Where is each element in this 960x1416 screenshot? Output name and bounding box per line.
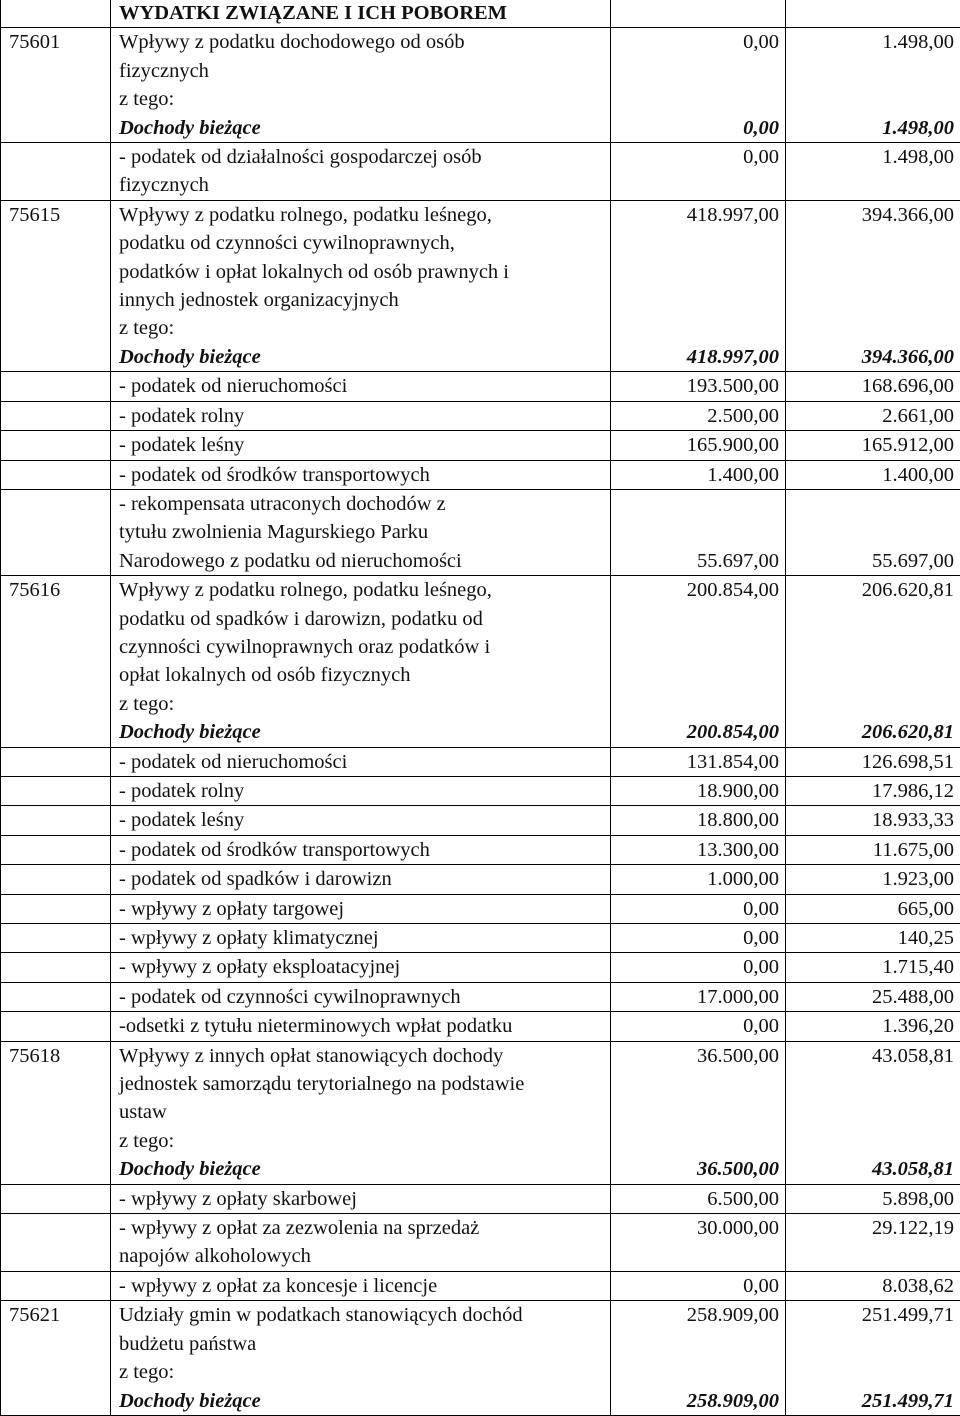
item-exec-value: 165.912,00 xyxy=(794,431,954,459)
item-description xyxy=(111,1012,611,1041)
item-label-line: - wpływy z opłaty skarbowej xyxy=(119,1185,604,1213)
item-row xyxy=(1,806,960,835)
item-plan-value: 0,00 xyxy=(619,143,779,171)
section-title-line: Wpływy z innych opłat stanowiących dochody xyxy=(119,1042,604,1070)
item-description xyxy=(111,489,611,575)
item-plan-value: 0,00 xyxy=(619,953,779,981)
item-plan-value: 0,00 xyxy=(619,1272,779,1300)
z-tego-label: z tego: xyxy=(119,1127,604,1155)
item-code-cell xyxy=(1,894,111,923)
item-code-cell xyxy=(1,489,111,575)
item-row xyxy=(1,953,960,982)
exec-value: 394.366,00 xyxy=(794,201,954,229)
section-row xyxy=(1,200,960,371)
plan-cell xyxy=(611,576,786,747)
plan-cell xyxy=(611,200,786,371)
spacer xyxy=(619,633,779,661)
section-code: 75618 xyxy=(1,1041,111,1184)
current-plan-value: 200.854,00 xyxy=(619,718,779,746)
item-code-cell xyxy=(1,865,111,894)
section-title-line: jednostek samorządu terytorialnego na podstawie xyxy=(119,1070,604,1098)
item-exec-cell xyxy=(786,806,960,835)
item-label-line: - podatek od nieruchomości xyxy=(119,372,604,400)
current-exec-value: 394.366,00 xyxy=(794,343,954,371)
item-row xyxy=(1,372,960,401)
spacer xyxy=(619,258,779,286)
item-exec-cell xyxy=(786,776,960,805)
header-code-cell xyxy=(1,0,111,28)
spacer xyxy=(619,286,779,314)
z-tego-label: z tego: xyxy=(119,690,604,718)
plan-value: 36.500,00 xyxy=(619,1042,779,1070)
item-plan-value: 0,00 xyxy=(619,924,779,952)
z-tego-label: z tego: xyxy=(119,314,604,342)
section-description xyxy=(111,200,611,371)
item-code-cell xyxy=(1,835,111,864)
item-exec-value: 140,25 xyxy=(794,924,954,952)
item-label-line: - podatek od nieruchomości xyxy=(119,748,604,776)
spacer xyxy=(794,314,954,342)
item-label-line: - podatek leśny xyxy=(119,431,604,459)
item-code-cell xyxy=(1,924,111,953)
section-title-line: podatku od czynności cywilnoprawnych, xyxy=(119,229,604,257)
item-plan-value: 2.500,00 xyxy=(619,402,779,430)
item-row xyxy=(1,835,960,864)
item-exec-cell xyxy=(786,1184,960,1213)
section-code: 75615 xyxy=(1,200,111,371)
item-exec-value: 25.488,00 xyxy=(794,983,954,1011)
spacer xyxy=(794,1127,954,1155)
current-exec-value: 251.499,71 xyxy=(794,1387,954,1415)
section-title-line: fizycznych xyxy=(119,57,604,85)
item-exec-cell xyxy=(786,1214,960,1272)
item-description xyxy=(111,143,611,201)
plan-value: 258.909,00 xyxy=(619,1301,779,1329)
spacer xyxy=(619,690,779,718)
spacer xyxy=(794,258,954,286)
exec-value: 43.058,81 xyxy=(794,1042,954,1070)
spacer xyxy=(619,85,779,113)
header-row xyxy=(1,0,960,28)
item-plan-cell xyxy=(611,924,786,953)
section-description xyxy=(111,1301,611,1416)
item-plan-value: 55.697,00 xyxy=(619,547,779,575)
item-description xyxy=(111,982,611,1011)
section-title-line: podatków i opłat lokalnych od osób prawnych i xyxy=(119,258,604,286)
exec-value: 251.499,71 xyxy=(794,1301,954,1329)
item-row xyxy=(1,460,960,489)
item-exec-cell xyxy=(786,1012,960,1041)
item-plan-cell xyxy=(611,865,786,894)
section-title-line: Wpływy z podatku rolnego, podatku leśnego, xyxy=(119,576,604,604)
item-plan-cell xyxy=(611,747,786,776)
item-label-line: - wpływy z opłat za koncesje i licencje xyxy=(119,1272,604,1300)
item-exec-value: 17.986,12 xyxy=(794,777,954,805)
item-plan-value: 6.500,00 xyxy=(619,1185,779,1213)
item-plan-value: 30.000,00 xyxy=(619,1214,779,1242)
item-plan-value: 131.854,00 xyxy=(619,748,779,776)
item-exec-cell xyxy=(786,1271,960,1300)
item-code-cell xyxy=(1,747,111,776)
item-label-line: - wpływy z opłat za zezwolenia na sprzedaż xyxy=(119,1214,604,1242)
spacer xyxy=(794,633,954,661)
item-exec-cell xyxy=(786,982,960,1011)
section-title-line: innych jednostek organizacyjnych xyxy=(119,286,604,314)
item-plan-value: 1.000,00 xyxy=(619,865,779,893)
item-code-cell xyxy=(1,1184,111,1213)
plan-value: 200.854,00 xyxy=(619,576,779,604)
item-row xyxy=(1,1271,960,1300)
spacer xyxy=(619,314,779,342)
section-title-line: czynności cywilnoprawnych oraz podatków i xyxy=(119,633,604,661)
spacer xyxy=(794,490,954,518)
item-exec-cell xyxy=(786,835,960,864)
section-title-line: podatku od spadków i darowizn, podatku od xyxy=(119,605,604,633)
spacer xyxy=(794,1358,954,1386)
spacer xyxy=(619,605,779,633)
item-label-line: - podatek od czynności cywilnoprawnych xyxy=(119,983,604,1011)
section-code: 75621 xyxy=(1,1301,111,1416)
item-plan-value: 165.900,00 xyxy=(619,431,779,459)
z-tego-label: z tego: xyxy=(119,85,604,113)
item-exec-cell xyxy=(786,143,960,201)
item-description xyxy=(111,953,611,982)
item-code-cell xyxy=(1,806,111,835)
item-plan-cell xyxy=(611,894,786,923)
item-exec-value: 1.400,00 xyxy=(794,461,954,489)
item-code-cell xyxy=(1,431,111,460)
spacer xyxy=(794,1330,954,1358)
item-label-line: - podatek od środków transportowych xyxy=(119,461,604,489)
item-plan-value: 0,00 xyxy=(619,895,779,923)
item-plan-value: 13.300,00 xyxy=(619,836,779,864)
item-description xyxy=(111,776,611,805)
spacer xyxy=(794,1070,954,1098)
section-description xyxy=(111,28,611,143)
section-description xyxy=(111,1041,611,1184)
spacer xyxy=(794,690,954,718)
item-code-cell xyxy=(1,401,111,430)
item-label-line: - wpływy z opłaty targowej xyxy=(119,895,604,923)
spacer xyxy=(619,1358,779,1386)
item-code-cell xyxy=(1,1271,111,1300)
item-plan-cell xyxy=(611,1184,786,1213)
current-income-label: Dochody bieżące xyxy=(119,114,604,142)
item-row xyxy=(1,894,960,923)
spacer xyxy=(619,1330,779,1358)
current-exec-value: 43.058,81 xyxy=(794,1155,954,1183)
item-exec-value: 168.696,00 xyxy=(794,372,954,400)
item-plan-value: 0,00 xyxy=(619,1012,779,1040)
item-code-cell xyxy=(1,953,111,982)
item-plan-cell xyxy=(611,431,786,460)
item-exec-value: 29.122,19 xyxy=(794,1214,954,1242)
item-label-line: - wpływy z opłaty eksploatacyjnej xyxy=(119,953,604,981)
item-code-cell xyxy=(1,776,111,805)
item-exec-value: 18.933,33 xyxy=(794,806,954,834)
item-plan-cell xyxy=(611,806,786,835)
item-row xyxy=(1,924,960,953)
item-row xyxy=(1,747,960,776)
exec-cell xyxy=(786,200,960,371)
item-plan-value: 193.500,00 xyxy=(619,372,779,400)
item-plan-value: 1.400,00 xyxy=(619,461,779,489)
section-title-line: budżetu państwa xyxy=(119,1330,604,1358)
item-plan-cell xyxy=(611,489,786,575)
item-exec-value: 1.498,00 xyxy=(794,143,954,171)
spacer xyxy=(794,229,954,257)
item-row xyxy=(1,1214,960,1272)
spacer xyxy=(794,605,954,633)
spacer xyxy=(619,1098,779,1126)
item-exec-cell xyxy=(786,489,960,575)
item-label-line: - podatek leśny xyxy=(119,806,604,834)
section-title-line: Udziały gmin w podatkach stanowiących dochód xyxy=(119,1301,604,1329)
item-exec-value: 665,00 xyxy=(794,895,954,923)
item-label-line: - wpływy z opłaty klimatycznej xyxy=(119,924,604,952)
item-row xyxy=(1,143,960,201)
section-description xyxy=(111,576,611,747)
item-row xyxy=(1,489,960,575)
item-row xyxy=(1,865,960,894)
item-exec-value: 5.898,00 xyxy=(794,1185,954,1213)
item-plan-value: 18.900,00 xyxy=(619,777,779,805)
item-plan-cell xyxy=(611,835,786,864)
item-description xyxy=(111,460,611,489)
item-code-cell xyxy=(1,1012,111,1041)
current-income-label: Dochody bieżące xyxy=(119,343,604,371)
spacer xyxy=(619,229,779,257)
item-label-line: tytułu zwolnienia Magurskiego Parku xyxy=(119,518,604,546)
item-plan-cell xyxy=(611,401,786,430)
exec-cell xyxy=(786,576,960,747)
current-exec-value: 206.620,81 xyxy=(794,718,954,746)
current-income-label: Dochody bieżące xyxy=(119,718,604,746)
current-plan-value: 418.997,00 xyxy=(619,343,779,371)
item-code-cell xyxy=(1,1214,111,1272)
spacer xyxy=(794,661,954,689)
item-exec-value: 1.396,20 xyxy=(794,1012,954,1040)
plan-cell xyxy=(611,1301,786,1416)
item-row xyxy=(1,401,960,430)
item-description xyxy=(111,401,611,430)
item-label-line: - podatek rolny xyxy=(119,402,604,430)
spacer xyxy=(794,518,954,546)
item-row xyxy=(1,982,960,1011)
item-plan-cell xyxy=(611,372,786,401)
item-label-line: - podatek od spadków i darowizn xyxy=(119,865,604,893)
item-label-line: napojów alkoholowych xyxy=(119,1242,604,1270)
item-description xyxy=(111,924,611,953)
current-plan-value: 0,00 xyxy=(619,114,779,142)
item-label-line: fizycznych xyxy=(119,171,604,199)
spacer xyxy=(619,57,779,85)
item-exec-cell xyxy=(786,894,960,923)
current-income-label: Dochody bieżące xyxy=(119,1155,604,1183)
plan-cell xyxy=(611,28,786,143)
item-exec-value: 126.698,51 xyxy=(794,748,954,776)
exec-cell xyxy=(786,1301,960,1416)
item-exec-cell xyxy=(786,953,960,982)
item-plan-cell xyxy=(611,953,786,982)
item-exec-cell xyxy=(786,865,960,894)
current-plan-value: 36.500,00 xyxy=(619,1155,779,1183)
spacer xyxy=(794,85,954,113)
item-exec-value: 2.661,00 xyxy=(794,402,954,430)
section-title-line: opłat lokalnych od osób fizycznych xyxy=(119,661,604,689)
section-heading: WYDATKI ZWIĄZANE I ICH POBOREM xyxy=(111,0,611,28)
header-exec-cell xyxy=(786,0,960,28)
item-exec-value: 1.715,40 xyxy=(794,953,954,981)
item-exec-value: 1.923,00 xyxy=(794,865,954,893)
item-description xyxy=(111,1184,611,1213)
spacer xyxy=(619,1070,779,1098)
item-exec-cell xyxy=(786,924,960,953)
section-code: 75601 xyxy=(1,28,111,143)
item-label-line: - podatek od środków transportowych xyxy=(119,836,604,864)
item-label-line: - podatek od działalności gospodarczej osób xyxy=(119,143,604,171)
section-row xyxy=(1,576,960,747)
item-exec-cell xyxy=(786,747,960,776)
spacer xyxy=(619,518,779,546)
item-row xyxy=(1,1012,960,1041)
plan-value: 418.997,00 xyxy=(619,201,779,229)
item-plan-cell xyxy=(611,1214,786,1272)
item-description xyxy=(111,894,611,923)
item-exec-cell xyxy=(786,431,960,460)
item-exec-value: 11.675,00 xyxy=(794,836,954,864)
item-label-line: - podatek rolny xyxy=(119,777,604,805)
item-code-cell xyxy=(1,372,111,401)
exec-value: 1.498,00 xyxy=(794,28,954,56)
spacer xyxy=(794,286,954,314)
section-title-line: ustaw xyxy=(119,1098,604,1126)
item-description xyxy=(111,835,611,864)
section-row xyxy=(1,1301,960,1416)
item-plan-cell xyxy=(611,460,786,489)
item-plan-cell xyxy=(611,776,786,805)
current-income-label: Dochody bieżące xyxy=(119,1387,604,1415)
section-title-line: Wpływy z podatku rolnego, podatku leśnego, xyxy=(119,201,604,229)
item-description xyxy=(111,865,611,894)
exec-value: 206.620,81 xyxy=(794,576,954,604)
exec-cell xyxy=(786,1041,960,1184)
item-description xyxy=(111,431,611,460)
plan-cell xyxy=(611,1041,786,1184)
item-plan-cell xyxy=(611,1012,786,1041)
item-exec-value: 55.697,00 xyxy=(794,547,954,575)
spacer xyxy=(619,661,779,689)
item-label-line: - rekompensata utraconych dochodów z xyxy=(119,490,604,518)
item-exec-value: 8.038,62 xyxy=(794,1272,954,1300)
item-plan-value: 17.000,00 xyxy=(619,983,779,1011)
item-description xyxy=(111,747,611,776)
exec-cell xyxy=(786,28,960,143)
spacer xyxy=(619,490,779,518)
item-exec-cell xyxy=(786,401,960,430)
item-code-cell xyxy=(1,143,111,201)
current-plan-value: 258.909,00 xyxy=(619,1387,779,1415)
item-plan-cell xyxy=(611,1271,786,1300)
item-row xyxy=(1,776,960,805)
plan-value: 0,00 xyxy=(619,28,779,56)
item-row xyxy=(1,1184,960,1213)
spacer xyxy=(794,57,954,85)
item-plan-cell xyxy=(611,143,786,201)
current-exec-value: 1.498,00 xyxy=(794,114,954,142)
item-label-line: -odsetki z tytułu nieterminowych wpłat podatku xyxy=(119,1012,604,1040)
item-description xyxy=(111,1271,611,1300)
item-code-cell xyxy=(1,460,111,489)
item-exec-cell xyxy=(786,460,960,489)
section-row xyxy=(1,1041,960,1184)
item-description xyxy=(111,372,611,401)
item-description xyxy=(111,806,611,835)
z-tego-label: z tego: xyxy=(119,1358,604,1386)
section-code: 75616 xyxy=(1,576,111,747)
section-row xyxy=(1,28,960,143)
spacer xyxy=(794,1098,954,1126)
item-code-cell xyxy=(1,982,111,1011)
item-row xyxy=(1,431,960,460)
header-plan-cell xyxy=(611,0,786,28)
item-description xyxy=(111,1214,611,1272)
item-exec-cell xyxy=(786,372,960,401)
item-label-line: Narodowego z podatku od nieruchomości xyxy=(119,547,604,575)
section-title-line: Wpływy z podatku dochodowego od osób xyxy=(119,28,604,56)
spacer xyxy=(619,1127,779,1155)
item-plan-value: 18.800,00 xyxy=(619,806,779,834)
item-plan-cell xyxy=(611,982,786,1011)
